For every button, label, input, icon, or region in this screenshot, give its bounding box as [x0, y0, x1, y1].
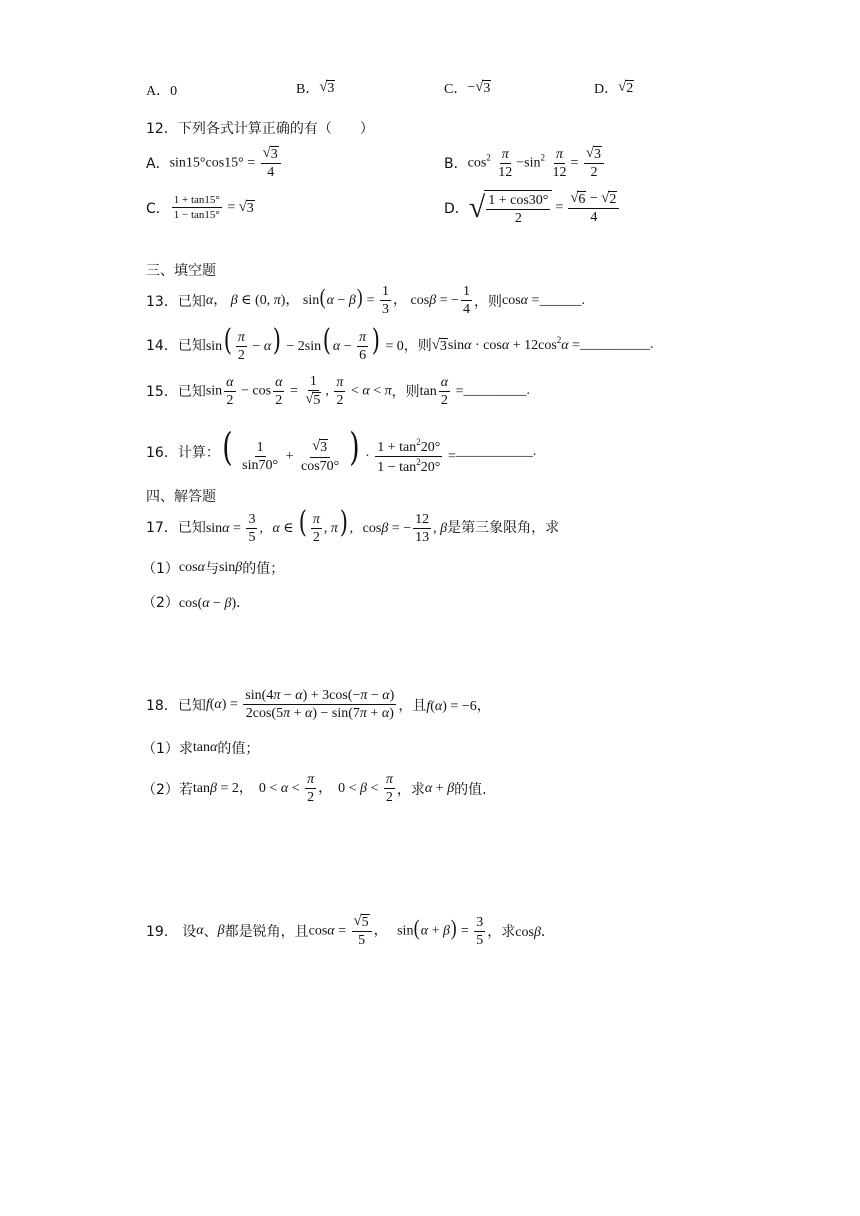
q17-part-1-prefix: （1） [142, 561, 179, 577]
q19 [146, 914, 555, 949]
q13-number: 13．已知 [146, 293, 206, 310]
q19-ask: ，求 [487, 924, 516, 941]
q19-sep: 、 [203, 924, 218, 941]
q12-option-b [444, 146, 606, 181]
q11-option-d [594, 78, 634, 98]
q11-option-a [146, 80, 177, 100]
q14-math: sin( $\frac{\pi}{2}$ − α) − 2sin( α − $\frac{\pi}{6}$ ) = 0 [205, 323, 404, 364]
q18-part-2-end: 的值. [454, 781, 487, 798]
q12-option-c-label: C． [146, 200, 170, 217]
q13 [146, 284, 585, 318]
q18-part-2-ask: ，求 [396, 781, 425, 798]
q16 [146, 425, 537, 476]
q11-option-a-text: A．0 [146, 84, 178, 99]
q17-tail: 是第三象限角，求 [447, 519, 560, 536]
q12-option-c [146, 194, 255, 221]
q11-option-c-label: C． [444, 82, 468, 97]
q17-part-2-math: cos(α − β)． [178, 596, 251, 611]
q14-blank[interactable]: __________. [580, 336, 654, 352]
q18-part-2 [142, 772, 487, 806]
q17-part-2-prefix: （2） [142, 595, 179, 611]
q15-math: sin $\frac{\alpha}{2}$ − cos $\frac{\alpha}{2}$ = 1 √ 5 , $\frac{\pi}{2}$ < α < π [205, 374, 392, 409]
q11-option-d-math: √ 2 [618, 78, 634, 96]
q11-option-b-label: B． [296, 82, 320, 97]
q18-part-1 [142, 738, 259, 758]
q14-then: ，则 [403, 337, 432, 354]
q18-math: f(α) = $\frac{\sin(4\pi - \alpha) + 3\cos(-\pi - \alpha)}{2\cos(5\pi + \alpha) - \sin(7\pi + \alpha)}$ [205, 688, 395, 722]
q11-option-c [444, 78, 491, 98]
q12-option-b-label: B． [444, 156, 468, 173]
q12-option-d [444, 190, 621, 227]
q18-number: 18．已知 [146, 697, 206, 714]
q18-part-2-prefix: （2）若 [142, 781, 193, 798]
q16-math: ( $\frac{1}{\sin 70^\circ}$ + √ 3 cos70° ) · $\frac{1 + \tan^220^\circ}{1 - \tan^220^\circ}$ = [222, 425, 456, 476]
q17 [146, 505, 560, 546]
q18 [146, 688, 491, 722]
q11-option-b-math: √ 3 [319, 78, 335, 96]
q15 [146, 374, 530, 409]
q11-option-c-math: − √ 3 [467, 78, 491, 96]
q18-part-2-math: tanβ = 2， 0 < α < $\frac{\pi}{2}$ ， 0 < β < $\frac{\pi}{2}$ [192, 772, 393, 806]
q12-option-d-math: √ $\frac{1 + \cos 30^\circ}{2}$ = √ 6 − √ 2 4 [469, 190, 622, 227]
q18-part-1-math: tanα [192, 740, 218, 755]
q13-blank[interactable]: ______. [539, 292, 585, 308]
q17-part-1-math-a: cosα [178, 560, 205, 575]
q15-then: ，则 [391, 384, 420, 401]
q12-option-c-math: $\frac{1 + \tan 15^\circ}{1 - \tan 15^\circ}$ = √ 3 [173, 194, 254, 222]
q12-option-d-label: D． [444, 201, 469, 218]
q18-part-1-end: 的值； [217, 741, 260, 757]
q14 [146, 323, 654, 364]
q12-option-a-label: A． [146, 156, 170, 173]
section-4-heading: 四、解答题 [146, 489, 216, 505]
q11-option-b [296, 78, 335, 98]
q15-target: tan $\frac{\alpha}{2}$ = [419, 374, 464, 408]
q19-target: cosβ． [515, 925, 555, 941]
q17-number: 17．已知 [146, 519, 206, 536]
q17-part-2 [142, 592, 250, 612]
q19-number: 19． 设 [146, 924, 197, 941]
q18-cond: ，且 [398, 697, 427, 714]
q14-target: √ 3 $\sin\alpha \cdot \cos\alpha + 12\cos^2\alpha$ = [431, 335, 581, 355]
q13-target: cosα = [502, 292, 540, 308]
q18-part-2-target: α + β [424, 780, 455, 796]
q19-alpha: α [196, 923, 204, 939]
q13-then: ，则 [474, 293, 502, 310]
q15-blank[interactable]: _________. [463, 383, 530, 399]
q12-stem: 12．下列各式计算正确的有（ ） [146, 121, 374, 137]
q16-number: 16．计算： [146, 444, 220, 461]
q17-part-1-end: 的值； [242, 561, 285, 577]
section-3-heading: 三、填空题 [146, 263, 216, 279]
q17-part-1-math-b: sinβ [218, 560, 243, 575]
q13-math: α， β ∈ (0, π)， sin(α − β) = $\frac{1}{3}$ ， cosβ = − $\frac{1}{4}$ [205, 284, 470, 318]
q17-part-1-mid: 与 [204, 561, 219, 577]
q15-number: 15．已知 [146, 384, 206, 401]
q17-math: sinα = $\frac{3}{5}$ , α ∈ ( $\frac{\pi}{2}$ , π) , cosβ = − $\frac{12}{13}$ , β [205, 505, 448, 546]
q12-option-a [146, 146, 283, 181]
q14-number: 14．已知 [146, 337, 206, 354]
q19-math: cosα = √ 5 5 ， sin(α + β) = $\frac{3}{5}$ [308, 913, 484, 949]
q19-mid: 都是锐角，且 [224, 924, 309, 941]
q18-given: f(α) = −6， [426, 698, 491, 714]
q12-option-a-math: sin15°cos15° = √ 3 4 [170, 146, 283, 181]
q19-beta: β [217, 923, 225, 939]
q12-option-b-math: $\cos^2$ $\frac{\pi}{12}$ $-\sin^2$ $\frac{\pi}{12}$ = √ 3 2 [468, 146, 606, 181]
q17-part-1 [142, 558, 284, 578]
q11-option-d-label: D． [594, 82, 619, 97]
q16-blank[interactable]: ___________. [455, 443, 537, 459]
q18-part-1-prefix: （1）求 [142, 741, 193, 757]
